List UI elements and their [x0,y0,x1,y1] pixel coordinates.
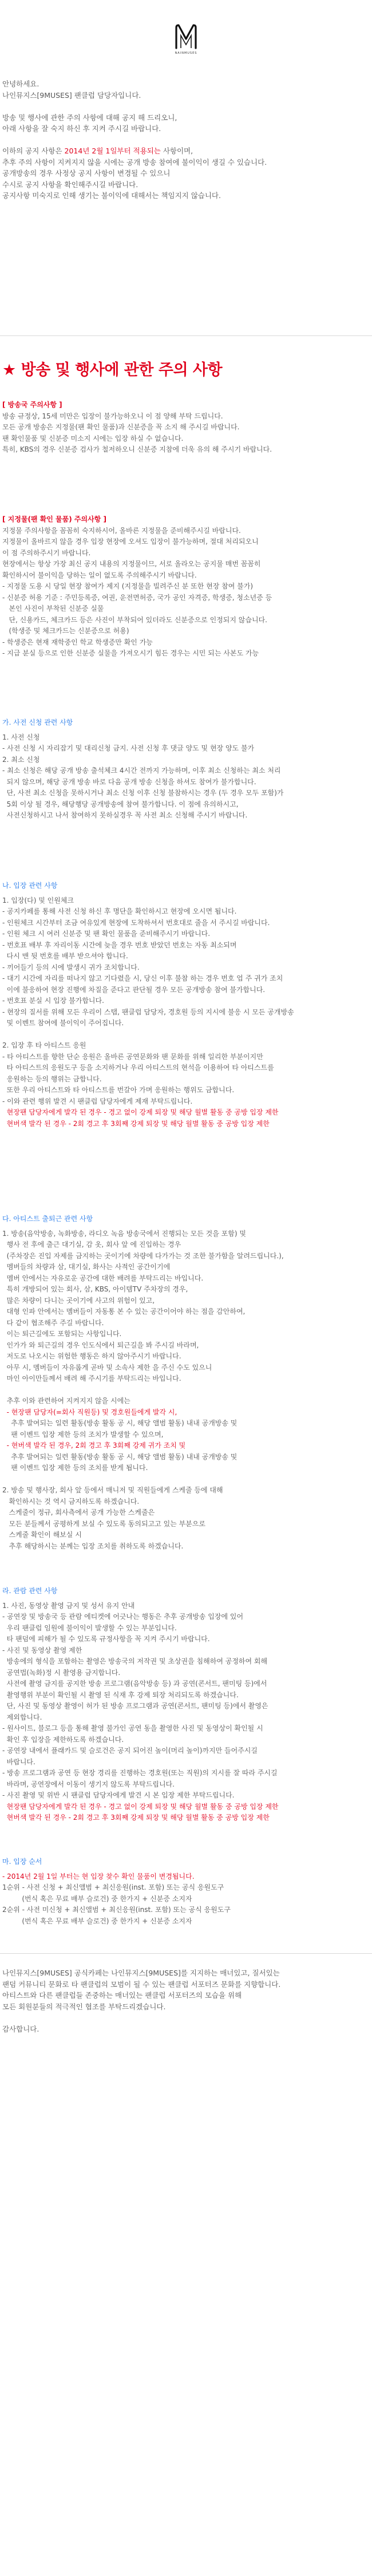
text-line: 바랍니다. [2,1757,35,1766]
text-line: - 공지카페를 통해 사전 신청 하신 후 명단을 확인하시고 현장에 오시면 됩니다. [2,907,237,915]
text-line: 아무 시, 멤버들이 자유롭게 곧바 및 소속사 제한 을 주신 수도 있으니 [2,1363,212,1372]
text-line [2,135,366,146]
text-line: (번식 혹은 무료 배부 슬로건) 중 한가지 + 신분증 소지자 [2,1894,192,1903]
text-line: - 타 아티스트를 향한 단순 응원은 올바른 공연문화와 팬 문화를 위해 일리한 부분이지만 [2,1052,263,1061]
artist-commute-section [2,1214,366,1552]
text-line: 공연법(녹화)정 시 촬영용 금지합니다. [2,1668,121,1677]
text-line: 방송 및 행사에 관한 주의 사항에 대해 공지 해 드리오니, [2,113,177,122]
text-line: - 끼어들기 등의 시에 발생시 귀가 조치합니다. [2,963,140,971]
text-part: 사항이며, [160,147,193,155]
divider [0,1953,372,1954]
text-line: 모든 분들께서 공평하게 보실 수 있도록 동의되고고 있는 부분으로 [2,1519,205,1528]
text-line: - 지정물 도용 시 당일 현장 참여가 제지 (지정물을 빌려주신 분 또한 현장 참여 불가) [2,582,254,590]
text-line: 1. 입장(다) 및 인원체크 [2,896,74,904]
text-line: 방송에의 형식을 포함하는 촬영은 방송국의 저작권 및 초상권을 침해하여 공정하여 회해 [2,1657,268,1665]
viewing-section [2,1586,366,1824]
text-line: 추후 발여되는 일련 활동(방송 활동 공 시, 해당 앨범 활동) 내내 공개방송 및 [2,1419,238,1427]
text-line: 본인 사진이 부착된 신분증 실물 [2,605,104,613]
text-line: 확인 후 입장을 제한하도록 하겠습니다. [2,1735,124,1744]
outro-text [2,1967,366,2034]
text-line: 현버색 발각 된 경우 - 2회 경고 후 3회째 강제 퇴장 및 해당 월별 활동 중 공방 입장 제한 [2,1814,270,1822]
intro-text [2,78,366,202]
text-line: - 학생증은 현재 재학중인 학교 학생증만 확인 가능 [2,638,153,646]
section-heading: 마. 입장 순서 [2,1858,42,1866]
text-line: 확인하시어 불이익을 당하는 일이 없도록 주의해주시기 바랍니다. [2,571,197,579]
text-line: - 공연장 내에서 플래카드 및 슬로건은 공지 되어진 높이(머리 높이)까지만 들어주시길 [2,1747,258,1755]
text-line: - 현장팬 담당자(=회사 직원등) 및 경호원들에게 발각 시, [2,1408,177,1416]
text-line: 현장에서는 항상 가장 최신 공지 내용의 지정물이므, 서로 올라오는 공지물 매번 꼼꼼히 [2,560,261,568]
text-line [2,145,366,157]
text-line: 추후 해당하시는 분께는 입장 조치를 취하도록 하겠습니다. [2,1542,184,1550]
page-title: ★ 방송 및 행사에 관한 주의 사항 [2,361,223,379]
text-line: 팬 확인물품 및 신분증 미소지 시에는 입장 하실 수 없습니다. [2,434,184,442]
text-line: 되지 않으며, 해당 공개 방송 바로 다음 공개 방송 신청을 하셔도 참여가 불가합니다. [2,777,256,786]
text-line: 타 팬덤에 피해가 될 수 있도록 규정사항을 꼭 지켜 주시기 바랍니다. [2,1635,210,1643]
text-line: 수시로 공지 사항을 확인해주시길 바랍니다. [2,180,138,189]
text-line: 또한 우리 아티스트와 타 아티스트를 번갈아 가며 응원하는 행위도 금합니다. [2,1086,235,1094]
text-line: 다 같이 협조해주 주길 바랍니다. [2,1318,104,1327]
text-line: 사전에 촬영 금지를 공지한 방송 프로그램(음악방송 등) 과 공연(콘서트, 팬미팅 등)에서 [2,1680,267,1688]
text-line: 2. 입장 후 타 아티스트 응원 [2,1041,86,1049]
text-line: 공개방송의 경우 사정상 공지 사항이 변경될 수 있으니 [2,169,171,177]
text-line: 다시 맨 뒷 번호를 배부 받으셔야 합니다. [2,952,128,960]
text-line: 단, 신용카드, 체크카드 등은 사진이 부착되어 있더라도 신분증으로 인정되지 않습니다. [2,615,267,624]
fan-item-notice-section [2,514,366,659]
text-line: 특히, KBS의 경우 신분증 검사가 철저하오니 신분증 지참에 더욱 유의 해 주시기 바랍니다. [2,445,272,453]
text-line: 지정물 주의사항을 꼼꼼히 숙지하시어, 올바른 지정물을 준비해주시길 바랍니다. [2,526,241,535]
text-line: 추후 주의 사항이 지켜지지 않을 시에는 공개 방송 참여에 불이익이 생길 수 있습니다. [2,157,267,167]
text-line: - 인원체크 시간부터 조금 여유있게 현장에 도착하셔서 번호대로 줄을 서 주시길 바랍니다. [2,918,270,927]
text-line: 많은 차량이 다니는 곳이기에 사고의 위험이 있고, [2,1296,155,1305]
text-line: 이는 퇴근길에도 포함되는 사항입니다. [2,1330,122,1338]
text-line: 바라며, 공연장에서 이동이 생기지 않도록 부탁드립니다. [2,1780,175,1788]
text-line: 1. 사진, 동영상 촬영 금지 및 성서 유지 안내 [2,1601,135,1610]
text-line: 1. 방송(음악방송, 녹화방송, 라디오 녹음 방송국에서 진행되는 모든 것을 포함) 및 [2,1229,246,1238]
text-line: - 2014년 2월 1일 부터는 현 입장 찾수 확인 물품이 변경됩니다. [2,1872,195,1880]
text-line [2,2012,366,2024]
text-line: 지정물이 올바르지 않을 경우 입장 현장에 오셔도 입장이 불가능하며, 절대 처리되오니 [2,538,259,546]
pre-registration-section [2,717,366,821]
text-line: 타 아티스트의 응원도구 등을 소지하거나 우리 아티스트의 현석을 이용하여 타 아티스트를 [2,1064,274,1072]
text-line: 추후 발여되는 일련 활동(방송 활동 공 시, 해당 앨범 활동) 내내 공개방송 및 [2,1452,238,1461]
text-line: 응원하는 등의 행위는 금합니다. [2,1074,102,1083]
text-line: - 원사이트, 블로그 등을 통해 촬영 불가인 공연 동을 촬영한 사진 및 동영상이 확인될 시 [2,1724,263,1732]
entry-order-section [2,1856,366,1927]
text-line [2,101,366,112]
text-line: 스케줄이 정규, 회사측에서 공개 가능한 스케줄은 [2,1508,155,1516]
text-line: - 신분증 허용 기준 : 주민등록증, 여권, 운전면허증, 국가 공인 자격증, 학생증, 청소년증 등 [2,593,272,602]
section-heading: 다. 아티스트 출퇴근 관련 사항 [2,1215,93,1223]
text-line: 현장팬 담당자에게 발각 된 경우 - 경고 없이 강제 퇴장 및 해당 월별 활동 중 공방 입장 제한 [2,1108,279,1116]
text-line: 나인뮤지스[9MUSES] 공식카페는 나인뮤지스[9MUSES]를 지지하는 매너있고, 질서있는 [2,1969,280,1977]
text-line [2,1385,366,1396]
section-heading: 나. 입장 관련 사항 [2,882,58,890]
text-line: 마인 아이만들께서 배려 해 주시기를 부탁드리는 바입니다. [2,1374,181,1382]
text-line: 2. 최소 신청 [2,755,40,764]
text-line: 멤버 안에서는 자유로운 공간에 대한 배려를 부탁드리는 바입니다. [2,1274,204,1282]
text-line: 추후 이와 관련하여 지켜지지 않을 시에는 [2,1397,130,1405]
section-heading: [ 방송국 주의사항 ] [2,401,62,409]
text-line: 행사 전 후에 출근 대기실, 감 옷, 회사 앞 에 진입하는 경우 [2,1240,181,1249]
logo-caption: NAINMUSES [175,52,197,55]
text-line: 아래 사항을 잘 숙지 하신 후 지켜 주시길 바랍니다. [2,124,161,133]
text-line: 방송 규정상, 15세 미만은 입장이 불가능하오니 이 점 양해 부탁 드립니다. [2,412,223,420]
logo-mark-icon [173,24,199,50]
text-line: 안녕하세요. [2,80,39,88]
text-line: - 방송 프로그램과 공연 등 현장 경리를 진행하는 경호원(또는 직원)의 지시를 잘 따라 주시길 [2,1769,278,1777]
text-line: 단, 사진 및 동영상 촬영이 허가 된 방송 프로그램과 공연(콘서트, 팬미팅 등)에서 촬영은 [2,1702,268,1710]
broadcast-notice-section [2,400,366,456]
text-line: 2. 방송 및 행사장, 회사 앞 등에서 매니저 및 직원들에게 스케줄 등에 대해 [2,1486,223,1494]
text-line: (번식 혹은 무료 배부 슬로건) 중 한가지 + 신분증 소지자 [2,1917,192,1925]
text-line: 확인하시는 것 역시 금지하도록 하겠습니다. [2,1497,140,1506]
text-line: 팬덤 커뮤니티 문화로 타 팬클럽의 모범이 될 수 있는 팬클럽 서포터즈 문화를 지향합니다. [2,1980,281,1989]
text-line: - 사진 촬영 및 위반 시 팬클럽 담당자에게 발견 시 본 입장 제한 부탁드립니다. [2,1791,235,1799]
section-heading: 가. 사전 신청 관련 사항 [2,718,73,726]
text-line: 및 이벤트 참여에 불이익이 주어집니다. [2,1019,124,1027]
text-line: 우리 팬클럽 임원에 불이익이 발생할 수 있는 부분입니다. [2,1623,177,1632]
text-part: 이하의 공지 사항은 [2,147,65,155]
text-line: 1순위 - 사전 신청 + 최신앨범 + 최신응원(inst. 포함) 또는 공식 응원도구 [2,1883,224,1891]
divider [0,335,372,336]
text-line: - 공연장 및 방송국 등 관람 에티켓에 어긋나는 행동은 추후 공개방송 입장에 있어 [2,1613,244,1621]
text-line: 현장팬 담당자에게 발각 된 경우 - 경고 없이 강제 퇴장 및 해당 월별 활동 중 공방 입장 제한 [2,1802,279,1811]
text-line: 5회 이상 될 경우, 해당행당 공개방송에 참여 불가합니다. 이 점에 유의하시고, [2,800,239,808]
text-line: 인가가 와 퇴근길의 경우 인도식에서 퇴근길을 봐 주시길 바라며, [2,1341,199,1349]
text-line: 이 점 주의하주시기 바랍니다. [2,548,91,557]
text-line [2,1474,366,1485]
text-line: 팬 이벤트 입장 제한 등의 조치가 발생할 수 있으며, [2,1430,164,1439]
text-line: 아티스트와 다른 팬클럽들 존중하는 매너있는 팬클럽 서포터즈의 모습을 위해 [2,1991,242,2000]
text-line: 대형 인파 안에서는 멤버들이 자동통 본 수 있는 공간이어야 하는 점을 감안하여, [2,1307,246,1315]
text-line: 멤버들의 차량과 삼, 대기실, 화사는 사적인 공간이기에 [2,1263,171,1271]
nine-muses-logo [169,24,203,55]
text-line: - 번호표 분실 시 입장 불가합니다. [2,997,104,1005]
text-line: 팬 이벤트 입장 제한 등의 조치를 받게 됩니다. [2,1464,148,1472]
text-line: (학생증 및 체크카드는 신분증으로 허용) [2,627,129,635]
section-heading: 라. 관람 관련 사항 [2,1587,58,1595]
text-line: 공지사항 미숙지로 인해 생기는 불이익에 대해서는 책임지지 않습니다. [2,191,221,200]
text-line: - 사진 및 동영상 촬영 제한 [2,1646,82,1654]
text-line: - 이와 관련 행위 발견 시 팬클럽 담당자에게 제재 부탁드립니다. [2,1097,193,1105]
text-line: 2순위 - 사전 미신청 + 최신앨범 + 최신응원(inst. 포함) 또는 공식 응원도구 [2,1906,231,1914]
text-line: 단, 사전 최소 신청을 못하시거나 최소 신청 이후 신청 불참하시는 경우 (두 경우 모두 포함)가 [2,789,284,797]
section-heading: [ 지정물(팬 확인 물품) 주의사항 ] [2,515,106,523]
text-line: - 인원 체크 시 여러 신분증 및 팬 확인 물품을 준비해주시기 바랍니다. [2,930,211,938]
text-line: 저도로 나오시는 위험한 행동은 하지 않아주시기 바랍니다. [2,1352,181,1360]
text-line: 스케줄 확인이 해보실 시 [2,1531,82,1539]
text-line: - 대기 시간에 자리를 떠나지 않고 기다렸을 시, 당신 이후 불참 하는 경우 번호 업 주 귀가 조치 [2,974,283,982]
text-line: 이에 불응하여 현장 진행에 차질을 준다고 판단될 경우 모든 공개방송 참여 불가합니다. [2,985,266,994]
text-line: 현버색 발각 된 경우 - 2회 경고 후 3회째 강제 퇴장 및 해당 월별 활동 중 공방 입장 제한 [2,1119,270,1128]
text-line: 제외합니다. [2,1713,42,1721]
text-line: - 현장의 질서를 위해 모든 우리이 스탭, 팬클럽 담당자, 경호원 등의 지시에 불응 시 모든 공개방송 [2,1008,294,1016]
text-line: 특히 개방되어 있는 회사, 삼, KBS, 아이템TV 주차장의 경우, [2,1285,188,1293]
text-line: 촬영행위 부분이 확인될 시 촬영 된 식재 후 강제 퇴장 처리되도록 하겠습니다. [2,1690,239,1699]
highlight-text: 2014년 2월 1일부터 적용되는 [64,147,161,155]
text-line: (주차장은 진입 자제를 금지하는 곳이기에 차량에 다가가는 것 조한 불가함을 알려드립니다.), [2,1251,284,1260]
text-line: - 최소 신청은 해당 공개 방송 출석체크 4시간 전까지 가능하며, 이후 최소 신청하는 최소 처리 [2,767,281,775]
text-line: 모든 공개 방송은 지정물(팬 확인 물품)과 신분증을 꼭 소지 해 주시길 바랍니다. [2,423,240,431]
text-line: 나인뮤지스[9MUSES] 팬클럽 담당자입니다. [2,90,141,100]
text-line: - 번호표 배부 후 자리이동 시간에 늦을 경우 번호 받았던 번호는 자동 최소되며 [2,941,237,949]
text-line: 모든 회원분들의 적극적인 협조를 부탁드리겠습니다. [2,2002,166,2011]
text-line: - 지급 분실 등으로 인한 신분증 실물을 가져오시기 힘든 경우는 시민 되는 사본도 가능 [2,649,259,657]
text-line: 1. 사전 신청 [2,733,40,741]
entry-section [2,880,366,1129]
text-line: - 사전 신청 시 자리잡기 및 대리신청 금지. 사전 신청 후 댓글 양도 및 현장 양도 불가 [2,744,255,752]
text-line: - 현버색 발각 된 경우, 2회 경고 후 3회째 강제 귀가 조치 및 [2,1441,186,1449]
text-line: 감사합니다. [2,2024,39,2033]
text-line: 사전신청하시고 나서 참여하지 못하실경우 꼭 사전 최소 신청해 주시기 바랍니다. [2,811,248,819]
text-line [2,1029,366,1041]
